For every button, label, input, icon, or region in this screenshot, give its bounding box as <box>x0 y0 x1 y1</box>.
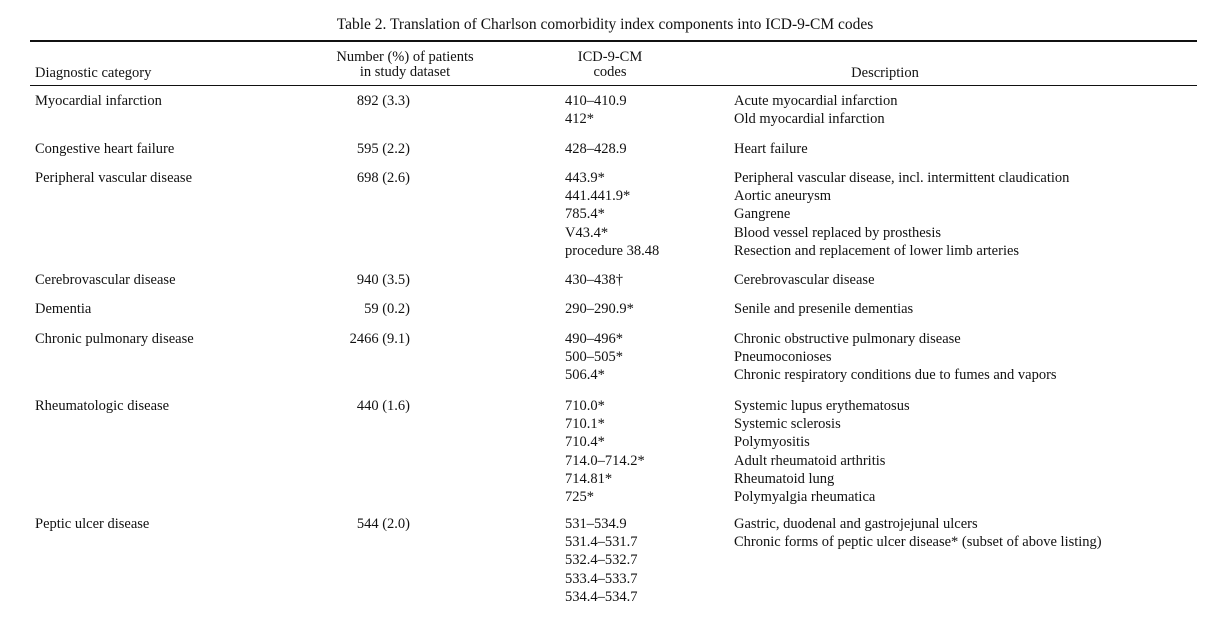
code-item: 430–438† <box>565 272 623 288</box>
patients-cell: 440 (1.6) <box>356 398 410 414</box>
codes-list <box>565 397 645 506</box>
code-item: 531.4–531.7 <box>565 534 638 551</box>
code-item: 534.4–534.7 <box>565 588 638 605</box>
header-codes-line1: ICD-9-CM <box>577 49 643 65</box>
header-category: Diagnostic category <box>35 65 152 81</box>
header-number-line2: in study dataset <box>359 64 451 80</box>
codes-list <box>565 169 659 260</box>
code-item: 714.81* <box>565 470 613 487</box>
description-item: Old myocardial infarction <box>734 111 885 128</box>
description-item: Peripheral vascular disease, incl. intermittent claudication <box>734 170 1070 186</box>
category-cell: Congestive heart failure <box>35 141 175 157</box>
code-item: 710.4* <box>565 434 605 451</box>
code-item: 428–428.9 <box>565 141 627 157</box>
description-item: Systemic lupus erythematosus <box>734 398 910 414</box>
code-item: 714.0–714.2* <box>565 452 645 469</box>
description-item: Chronic forms of peptic ulcer disease* (subset of above listing) <box>734 534 1102 551</box>
description-list <box>734 330 1057 385</box>
patients-cell: 595 (2.2) <box>356 141 410 157</box>
table-top-rule <box>30 40 1197 42</box>
codes-list <box>565 300 634 318</box>
description-item: Rheumatoid lung <box>734 470 835 487</box>
code-item: 412* <box>565 111 594 128</box>
code-item: 725* <box>565 489 594 506</box>
code-item: 533.4–533.7 <box>565 570 638 587</box>
code-item: 290–290.9* <box>565 301 634 317</box>
description-item: Chronic obstructive pulmonary disease <box>734 331 961 347</box>
table-caption: Table 2. Translation of Charlson comorbidity index components into ICD-9-CM codes <box>336 16 874 33</box>
description-list <box>734 92 897 128</box>
description-item: Adult rheumatoid arthritis <box>734 452 886 469</box>
description-item: Polymyositis <box>734 434 810 451</box>
description-item: Cerebrovascular disease <box>734 272 875 288</box>
table-header-rule <box>30 85 1197 86</box>
category-cell: Peripheral vascular disease <box>35 170 193 186</box>
codes-list <box>565 271 623 289</box>
codes-list <box>565 330 623 385</box>
description-item: Resection and replacement of lower limb arteries <box>734 242 1020 259</box>
description-list <box>734 300 913 318</box>
patients-cell: 2466 (9.1) <box>349 331 410 347</box>
description-item: Pneumoconioses <box>734 349 832 366</box>
code-item: 490–496* <box>565 331 623 347</box>
description-item: Aortic aneurysm <box>734 188 832 205</box>
code-item: 500–505* <box>565 349 623 366</box>
patients-cell: 698 (2.6) <box>356 170 410 186</box>
codes-list <box>565 140 627 158</box>
description-item: Senile and presenile dementias <box>734 301 914 317</box>
category-cell: Cerebrovascular disease <box>35 272 176 288</box>
patients-cell: 940 (3.5) <box>356 272 410 288</box>
header-number <box>290 50 520 80</box>
description-item: Gangrene <box>734 206 791 223</box>
code-item: 785.4* <box>565 206 605 223</box>
category-cell: Peptic ulcer disease <box>35 516 150 532</box>
codes-list <box>565 515 638 606</box>
category-cell: Dementia <box>35 301 92 317</box>
category-cell: Myocardial infarction <box>35 93 162 109</box>
description-item: Chronic respiratory conditions due to fumes and vapors <box>734 367 1057 384</box>
description-item: Heart failure <box>734 141 808 157</box>
description-list <box>734 515 1102 551</box>
category-cell: Chronic pulmonary disease <box>35 331 194 347</box>
codes-list <box>565 92 627 128</box>
code-item: 531–534.9 <box>565 516 627 532</box>
code-item: 441.441.9* <box>565 188 631 205</box>
header-number-line1: Number (%) of patients <box>336 49 474 65</box>
description-list <box>734 169 1069 260</box>
code-item: 532.4–532.7 <box>565 552 638 569</box>
code-item: procedure 38.48 <box>565 242 660 259</box>
description-item: Polymyalgia rheumatica <box>734 489 876 506</box>
code-item: 710.1* <box>565 416 605 433</box>
description-list <box>734 397 910 506</box>
description-list <box>734 271 875 289</box>
header-codes <box>540 50 680 80</box>
description-item: Blood vessel replaced by prosthesis <box>734 224 941 241</box>
patients-cell: 544 (2.0) <box>356 516 410 532</box>
code-item: V43.4* <box>565 224 609 241</box>
category-cell: Rheumatologic disease <box>35 398 170 414</box>
code-item: 410–410.9 <box>565 93 627 109</box>
description-item: Gastric, duodenal and gastrojejunal ulcers <box>734 516 978 532</box>
code-item: 443.9* <box>565 170 605 186</box>
description-list <box>734 140 808 158</box>
code-item: 506.4* <box>565 367 605 384</box>
description-item: Systemic sclerosis <box>734 416 841 433</box>
header-description: Description <box>851 65 919 81</box>
description-item: Acute myocardial infarction <box>734 93 898 109</box>
patients-cell: 892 (3.3) <box>356 93 410 109</box>
code-item: 710.0* <box>565 398 605 414</box>
patients-cell: 59 (0.2) <box>364 301 410 317</box>
header-codes-line2: codes <box>593 64 627 80</box>
